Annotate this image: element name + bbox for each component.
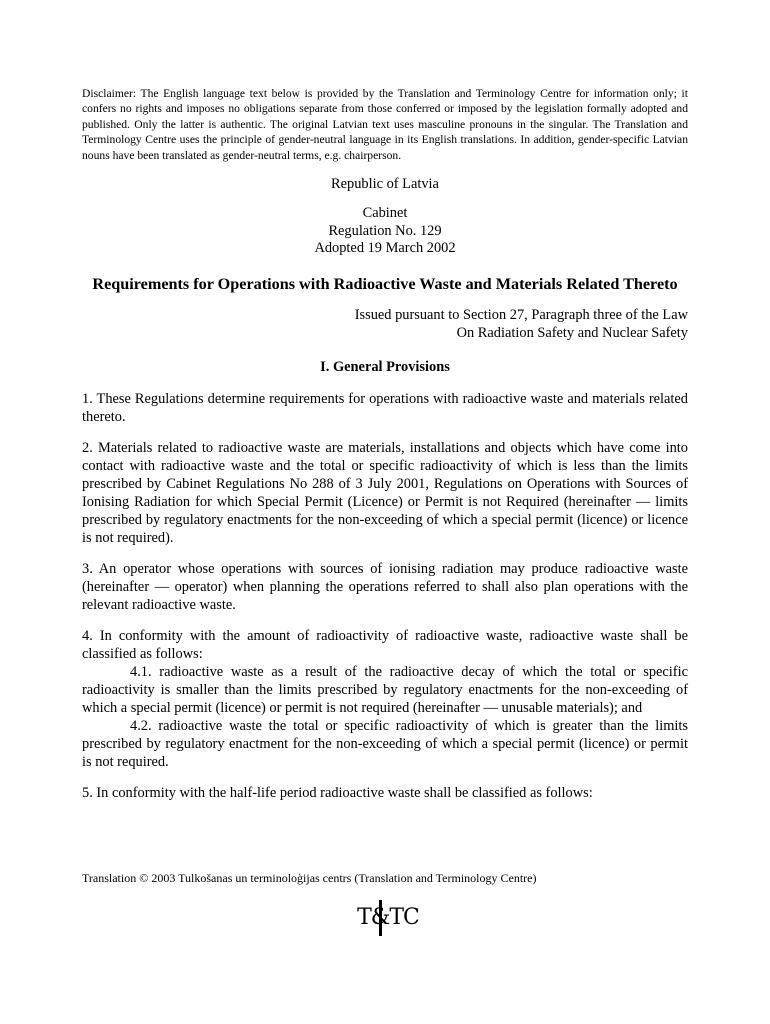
document-page — [82, 86, 688, 802]
paragraph-3: 3. An operator whose operations with sources of ionising radiation may produce radioactive waste (hereinafter — operator) when planning the operations referred to shall also plan operations with the relevant radioactive waste. — [82, 560, 688, 613]
paragraph-4-2: 4.2. radioactive waste the total or specific radioactivity of which is greater than the limits prescribed by regulatory enactment for the non-exceeding of which a special permit (licence) or permit is not required. — [82, 717, 688, 770]
paragraph-4: 4. In conformity with the amount of radioactivity of radioactive waste, radioactive waste shall be classified as follows: — [82, 627, 688, 662]
issued-pursuant — [82, 306, 688, 342]
regulation-number: Regulation No. 129 — [328, 222, 442, 239]
paragraph-2: 2. Materials related to radioactive waste are materials, installations and objects which have come into contact with radioactive waste and the total or specific radioactivity of which is less than the limits prescribed by Cabinet Regulations No 288 of 3 July 2001, Regulations on Operations with Sources of Ionising Radiation for which Special Permit (Licence) or Permit is not Required (hereinafter — limits prescribed by regulatory enactments for the non-exceeding of which a special permit (licence) or licence is not required). — [82, 439, 688, 546]
section-heading: I. General Provisions — [320, 358, 450, 375]
paragraph-5: 5. In conformity with the half-life period radioactive waste shall be classified as follows: — [82, 784, 593, 801]
footer-copyright: Translation © 2003 Tulkošanas un terminoloģijas centrs (Translation and Terminology Centre) — [82, 871, 537, 885]
paragraph-1: 1. These Regulations determine requirements for operations with radioactive waste and materials related thereto. — [82, 390, 688, 425]
issued-line-2: On Radiation Safety and Nuclear Safety — [456, 324, 688, 341]
document-title: Requirements for Operations with Radioactive Waste and Materials Related Thereto — [92, 274, 678, 293]
issued-line-1: Issued pursuant to Section 27, Paragraph three of the Law — [354, 306, 688, 323]
ttc-logo-graphic — [357, 900, 419, 936]
paragraph-4-1: 4.1. radioactive waste as a result of the radioactive decay of which the total or specific radioactivity is smaller than the limits prescribed by regulatory enactments for the non-exceeding of which a special permit (licence) or permit is not required (hereinafter — unusable materials); and — [82, 663, 688, 716]
cabinet-label: Cabinet — [362, 205, 408, 222]
adoption-date: Adopted 19 March 2002 — [314, 240, 456, 257]
ttc-logo-text: T&TC — [357, 905, 419, 930]
republic-heading: Republic of Latvia — [331, 176, 439, 193]
cabinet-block — [82, 205, 688, 258]
ttc-logo — [357, 900, 419, 936]
disclaimer: Disclaimer: The English language text below is provided by the Translation and Terminology Centre for information only; it confers no rights and imposes no obligations separate from those conferred or imposed by the legislation formally adopted and published. Only the latter is authentic. The original Latvian text uses masculine pronouns in the singular. The Translation and Terminology Centre uses the principle of gender-neutral language in its English translations. In addition, gender-specific Latvian nouns have been translated as gender-neutral terms, e.g. chairperson. — [82, 87, 688, 162]
